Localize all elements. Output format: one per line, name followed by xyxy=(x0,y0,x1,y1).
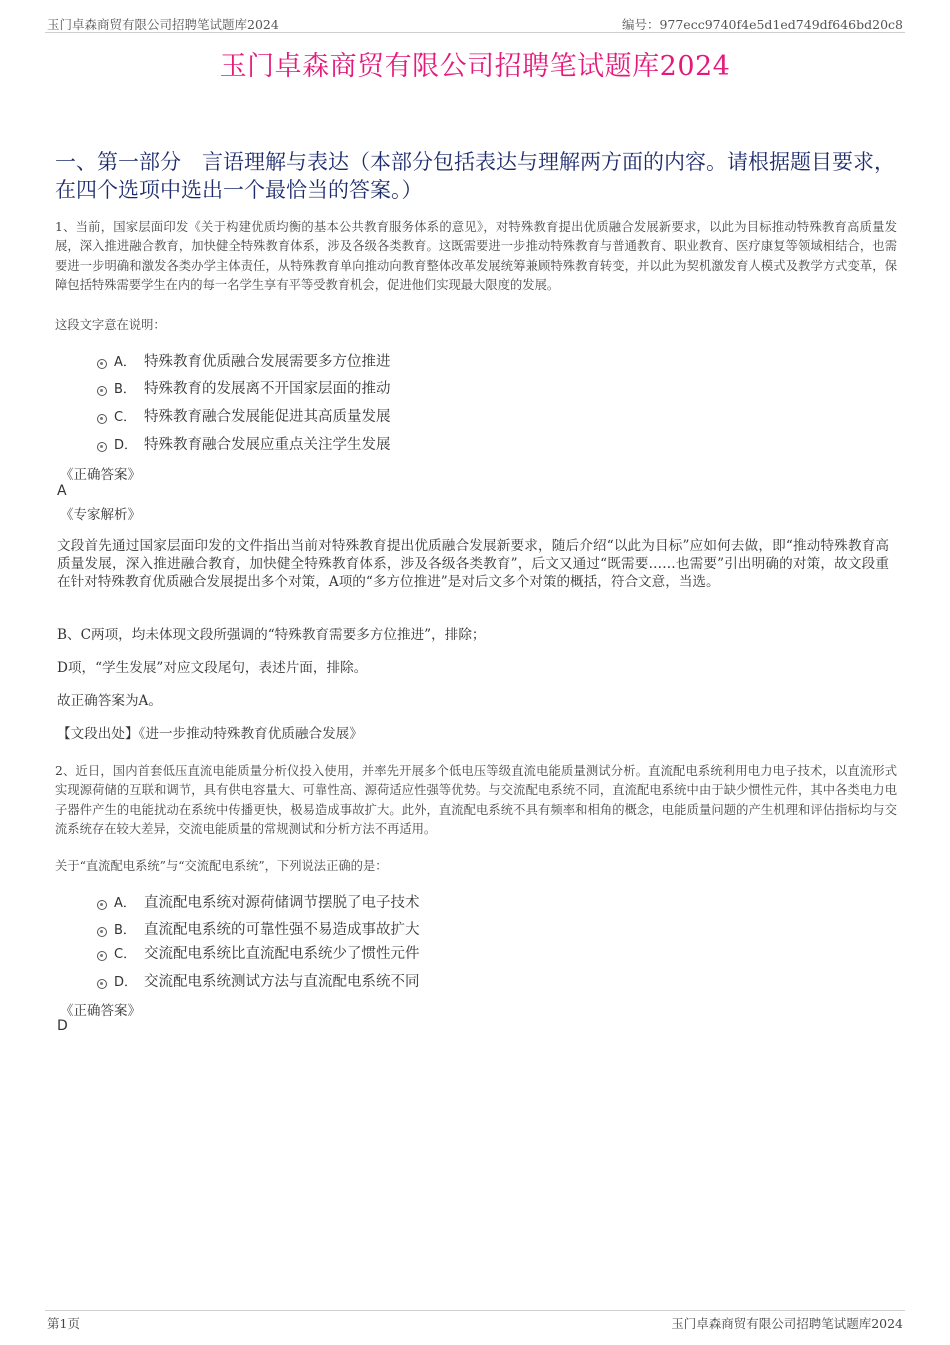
radio-button-icon[interactable] xyxy=(97,979,107,989)
question-1-analysis-para-2: B、C两项，均未体现文段所强调的“特殊教育需要多方位推进”，排除； xyxy=(57,627,486,643)
question-1-option-d[interactable]: D． 特殊教育融合发展应重点关注学生发展 xyxy=(97,433,391,453)
option-text: 交流配电系统比直流配电系统少了惯性元件 xyxy=(144,946,420,962)
question-1-analysis-para-4: 故正确答案为A。 xyxy=(57,693,162,709)
question-1-answer-label: 《正确答案》 xyxy=(60,467,141,483)
question-1-stem: 这段文字意在说明： xyxy=(55,318,166,332)
page-header xyxy=(45,14,905,33)
option-text: 直流配电系统对源荷储调节摆脱了电子技术 xyxy=(144,895,420,911)
question-2-option-a[interactable]: A． 直流配电系统对源荷储调节摆脱了电子技术 xyxy=(97,891,420,911)
header-doc-title: 玉门卓森商贸有限公司招聘笔试题库2024 xyxy=(47,17,279,32)
radio-button-icon[interactable] xyxy=(97,386,107,396)
question-1-source: 【文段出处】《进一步推动特殊教育优质融合发展》 xyxy=(57,726,363,742)
question-1-option-b[interactable]: B． 特殊教育的发展离不开国家层面的推动 xyxy=(97,377,391,397)
question-1-analysis-para-3: D项，“学生发展”对应文段尾句，表述片面，排除。 xyxy=(57,660,368,676)
question-1-option-c[interactable]: C． 特殊教育融合发展能促进其高质量发展 xyxy=(97,405,391,425)
radio-button-icon[interactable] xyxy=(97,442,107,452)
footer-doc-title: 玉门卓森商贸有限公司招聘笔试题库2024 xyxy=(671,1316,903,1331)
question-1-analysis-para-1: 文段首先通过国家层面印发的文件指出当前对特殊教育提出优质融合发展新要求，随后介绍“以此为目标”应如何去做，即“推动特殊教育高质量发展，深入推进融合教育，加快健全特殊教育体系，涉及各级各类教育”，后文又通过“既需要……也需要”引出明确的对策，故文段重在针对特殊教育优质融合发展提出多个对策，A项的“多方位推进”是对后文多个对策的概括，符合文意，当选。 xyxy=(57,538,889,590)
header-doc-id: 编号：977ecc9740f4e5d1ed749df646bd20c8 xyxy=(621,17,903,32)
question-2-stem: 关于“直流配电系统”与“交流配电系统”，下列说法正确的是： xyxy=(55,859,388,873)
option-text: 特殊教育融合发展能促进其高质量发展 xyxy=(144,409,391,425)
question-1-analysis-label: 《专家解析》 xyxy=(60,507,141,523)
question-1-option-a[interactable]: A． 特殊教育优质融合发展需要多方位推进 xyxy=(97,350,391,370)
question-1-answer: A xyxy=(57,483,67,499)
radio-button-icon[interactable] xyxy=(97,900,107,910)
option-text: 直流配电系统的可靠性强不易造成事故扩大 xyxy=(144,922,420,938)
page-number: 第1页 xyxy=(47,1316,80,1331)
option-text: 特殊教育融合发展应重点关注学生发展 xyxy=(144,437,391,453)
section-heading: 一、第一部分 言语理解与表达（本部分包括表达与理解两方面的内容。请根据题目要求，在四个选项中选出一个最恰当的答案。） xyxy=(55,150,895,202)
radio-button-icon[interactable] xyxy=(97,927,107,937)
question-2-text: 2、近日，国内首套低压直流电能质量分析仪投入使用，并率先开展多个低电压等级直流电能质量测试分析。直流配电系统利用电力电子技术，以直流形式实现源荷储的互联和调节，具有供电容量大、可靠性高、源荷适应性强等优势。与交流配电系统不同，直流配电系统中由于缺少惯性元件，其中各类电力电子器件产生的电能扰动在系统中传播更快，极易造成事故扩大。此外，直流配电系统不具有频率和相角的概念，电能质量问题的产生机理和评估指标均与交流系统存在较大差异，交流电能质量的常规测试和分析方法不再适用。 xyxy=(55,764,897,837)
option-text: 交流配电系统测试方法与直流配电系统不同 xyxy=(144,974,420,990)
question-1-text: 1、当前，国家层面印发《关于构建优质均衡的基本公共教育服务体系的意见》，对特殊教育提出优质融合发展新要求，以此为目标推动特殊教育高质量发展，深入推进融合教育，加快健全特殊教育体系，涉及各级各类教育。这既需要进一步推动特殊教育与普通教育、职业教育、医疗康复等领域相结合，也需要进一步明确和激发各类办学主体责任，从特殊教育单向推动向教育整体改革发展统筹兼顾特殊教育转变，并以此为契机激发育人模式及教学方式变革，保障包括特殊需要学生在内的每一名学生享有平等受教育机会，促进他们实现最大限度的发展。 xyxy=(55,220,897,293)
option-text: 特殊教育的发展离不开国家层面的推动 xyxy=(144,381,391,397)
option-text: 特殊教育优质融合发展需要多方位推进 xyxy=(144,354,391,370)
radio-button-icon[interactable] xyxy=(97,359,107,369)
question-2-answer: D xyxy=(57,1018,68,1034)
page-title: 玉门卓森商贸有限公司招聘笔试题库2024 xyxy=(219,51,731,82)
question-2-option-b[interactable]: B． 直流配电系统的可靠性强不易造成事故扩大 xyxy=(97,918,420,938)
radio-button-icon[interactable] xyxy=(97,414,107,424)
radio-button-icon[interactable] xyxy=(97,951,107,961)
page-footer xyxy=(45,1310,905,1331)
question-2-option-d[interactable]: D． 交流配电系统测试方法与直流配电系统不同 xyxy=(97,970,420,990)
question-2-answer-label: 《正确答案》 xyxy=(60,1003,141,1019)
question-2-option-c[interactable]: C． 交流配电系统比直流配电系统少了惯性元件 xyxy=(97,942,420,962)
